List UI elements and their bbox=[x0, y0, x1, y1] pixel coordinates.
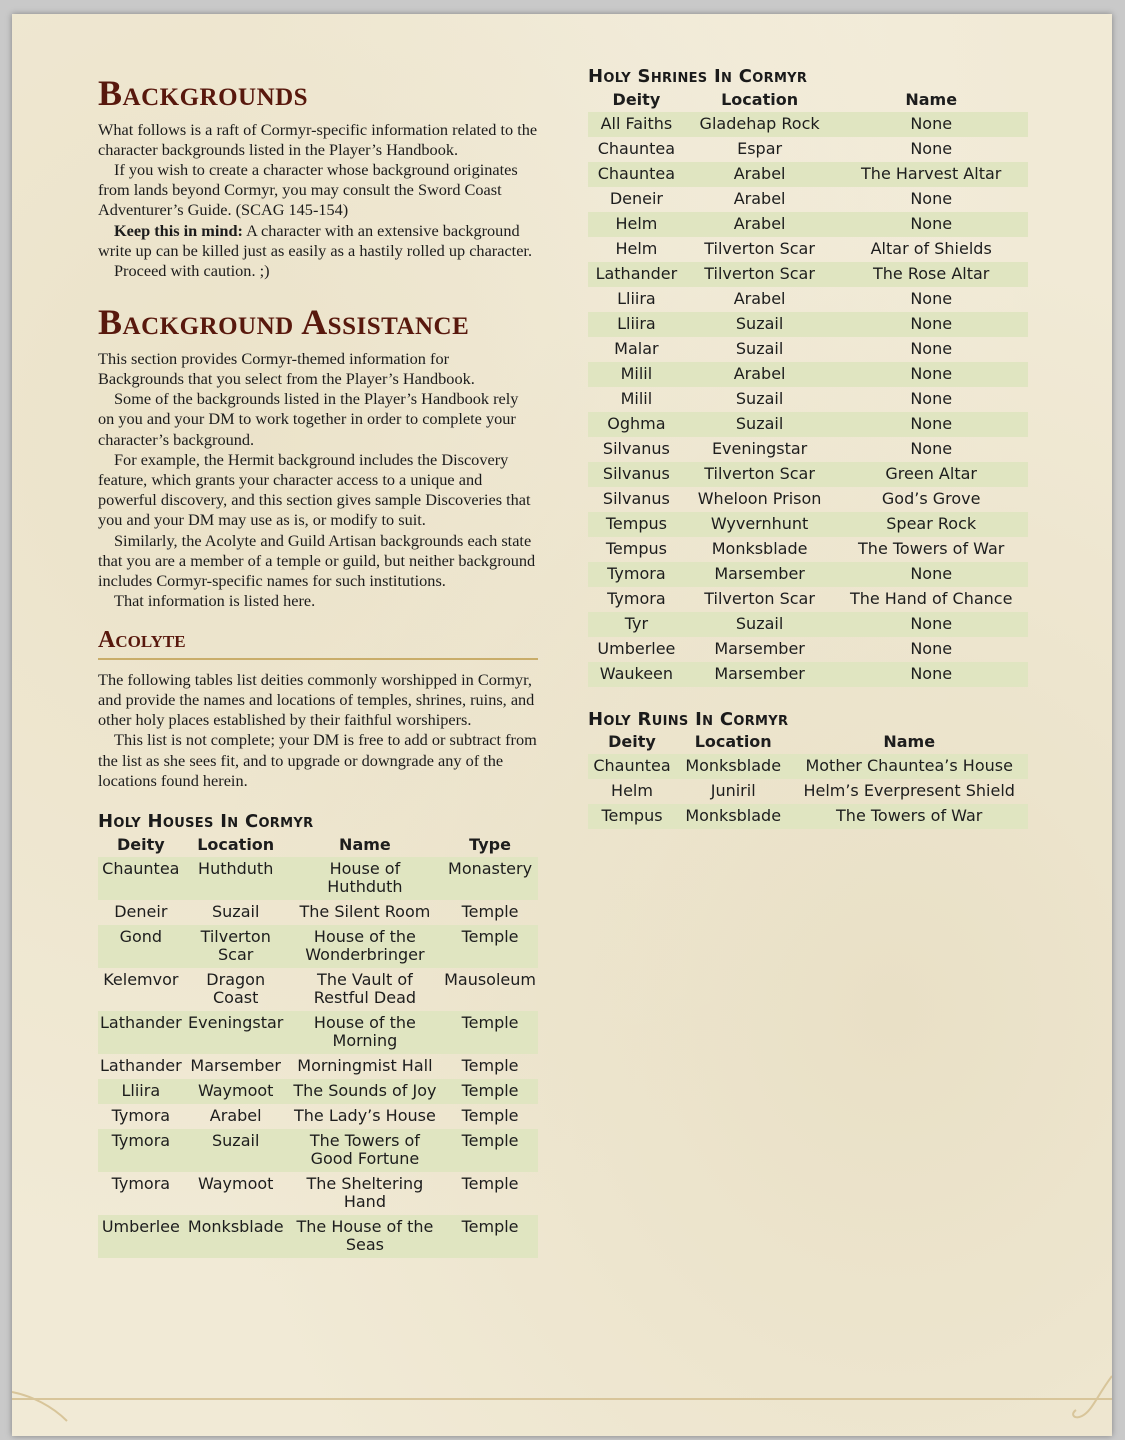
table-cell: None bbox=[910, 438, 953, 458]
footer-ornament-left bbox=[12, 1366, 72, 1426]
table-cell: Chauntea bbox=[98, 857, 184, 900]
table-row bbox=[98, 1104, 538, 1129]
table-cell: Deneir bbox=[609, 188, 663, 208]
holy-ruins-heading: Holy Ruins In Cormyr bbox=[588, 708, 789, 730]
table-cell: Helm bbox=[615, 238, 658, 258]
assistance-paragraph-4: Similarly, the Acolyte and Guild Artisan backgrounds each state that you are a member of a temple or guild, but neither background includes Cormyr-specific names for such institutions. bbox=[98, 530, 536, 591]
acolyte-heading: Acolyte bbox=[98, 627, 186, 654]
table-cell: Waymoot bbox=[197, 1173, 274, 1193]
table-cell: The Harvest Altar bbox=[834, 162, 1028, 187]
table-row bbox=[588, 412, 1028, 437]
table-cell: Temple bbox=[461, 901, 519, 921]
table-cell: The Lady’s House bbox=[293, 1105, 436, 1125]
backgrounds-paragraph-2: If you wish to create a character whose background originates from lands beyond Cormyr, you may consult the Sword Coast Adventurer’s Guide. (SCAG 145-154) bbox=[98, 160, 518, 220]
table-cell: None bbox=[910, 388, 953, 408]
holy-shrines-heading: Holy Shrines In Cormyr bbox=[588, 66, 808, 87]
table-row bbox=[588, 462, 1028, 487]
assistance-paragraph-3: For example, the Hermit background includes the Discovery feature, which grants your character access to a unique and powerful discovery, and this section gives sample Discoveries that you and your DM may use as is, or modify to suit. bbox=[98, 449, 531, 530]
table-cell: None bbox=[834, 612, 1028, 637]
footer-ornament-right bbox=[1052, 1366, 1112, 1426]
column-header: Deity bbox=[612, 89, 661, 109]
table-cell: House of the Wonderbringer bbox=[288, 925, 442, 968]
table-row bbox=[588, 237, 1028, 262]
holy-shrines-table bbox=[588, 88, 1028, 687]
table-cell: The Sheltering Hand bbox=[306, 1173, 424, 1211]
acolyte-paragraph-1: The following tables list deities commonly worshipped in Cormyr, and provide the names and locations of temples, shrines, ruins, and other holy places established by their faithful worshipers. bbox=[98, 669, 535, 730]
table-cell: Tymora bbox=[111, 1173, 171, 1193]
table-row bbox=[588, 337, 1028, 362]
table-row bbox=[98, 857, 538, 900]
column-header: Name bbox=[883, 732, 936, 752]
table-cell: Chauntea bbox=[588, 754, 676, 779]
table-cell: Temple bbox=[442, 925, 538, 968]
table-cell: Tyr bbox=[588, 612, 685, 637]
table-cell: Helm’s Everpresent Shield bbox=[803, 781, 1015, 801]
table-cell: Arabel bbox=[209, 1105, 262, 1125]
table-row bbox=[588, 187, 1028, 212]
table-row bbox=[98, 1129, 538, 1172]
table-cell: Tilverton Scar bbox=[704, 238, 815, 258]
table-cell: The Sounds of Joy bbox=[288, 1079, 442, 1104]
table-cell: Monksblade bbox=[676, 754, 790, 779]
table-row bbox=[98, 900, 538, 925]
table-row bbox=[98, 1172, 538, 1215]
backgrounds-paragraph-1: What follows is a raft of Cormyr-specific information related to the character backgrounds listed in the Player’s Handbook. bbox=[98, 119, 538, 159]
table-cell: Tymora bbox=[588, 562, 685, 587]
column-header: Deity bbox=[116, 834, 165, 854]
table-cell: Huthduth bbox=[184, 857, 288, 900]
table-cell: Eveningstar bbox=[711, 438, 808, 458]
table-row bbox=[588, 562, 1028, 587]
table-cell: The Towers of War bbox=[790, 804, 1028, 829]
table-row bbox=[588, 112, 1028, 137]
table-cell: Arabel bbox=[685, 162, 835, 187]
table-cell: Tymora bbox=[607, 588, 666, 608]
table-cell: Spear Rock bbox=[834, 512, 1028, 537]
table-cell: Arabel bbox=[733, 288, 786, 308]
table-cell: Monksblade bbox=[184, 1215, 288, 1258]
table-row bbox=[588, 287, 1028, 312]
table-cell: None bbox=[910, 638, 953, 658]
table-row bbox=[98, 1011, 538, 1054]
table-cell: Suzail bbox=[685, 312, 835, 337]
table-cell: Suzail bbox=[685, 412, 835, 437]
table-cell: Tilverton Scar bbox=[184, 925, 288, 968]
document-page bbox=[12, 14, 1112, 1436]
keep-in-mind-label: Keep this in mind: bbox=[114, 220, 243, 240]
table-cell: Temple bbox=[442, 1011, 538, 1054]
table-cell: Silvanus bbox=[588, 462, 685, 487]
table-cell: Tilverton Scar bbox=[685, 262, 835, 287]
table-cell: The Rose Altar bbox=[834, 262, 1028, 287]
table-cell: The Silent Room bbox=[299, 901, 431, 921]
holy-houses-table bbox=[98, 833, 538, 1258]
table-row bbox=[588, 437, 1028, 462]
table-row bbox=[588, 779, 1028, 804]
table-cell: All Faiths bbox=[588, 112, 685, 137]
table-cell: Temple bbox=[461, 1105, 519, 1125]
table-row bbox=[588, 662, 1028, 687]
table-cell: Helm bbox=[588, 212, 685, 237]
backgrounds-closing: Proceed with caution. ;) bbox=[114, 261, 270, 281]
table-header-row bbox=[588, 730, 1028, 754]
table-cell: Dragon Coast bbox=[206, 969, 266, 1007]
table-cell: Tempus bbox=[605, 538, 667, 558]
table-cell: None bbox=[834, 212, 1028, 237]
table-cell: Tymora bbox=[98, 1129, 184, 1172]
table-cell: God’s Grove bbox=[881, 488, 981, 508]
table-cell: Chauntea bbox=[588, 162, 685, 187]
background-assistance-heading: Background Assistance bbox=[98, 302, 470, 343]
acolyte-paragraph-2: This list is not complete; your DM is free to add or subtract from the list as she sees fit, and to upgrade or downgrade any of the locations found herein. bbox=[98, 730, 537, 790]
table-cell: Temple bbox=[442, 1215, 538, 1258]
table-cell: Morningmist Hall bbox=[297, 1055, 433, 1075]
table-row bbox=[98, 1215, 538, 1258]
table-cell: Deneir bbox=[114, 901, 168, 921]
table-row bbox=[588, 312, 1028, 337]
table-cell: Temple bbox=[461, 1055, 519, 1075]
keep-in-mind-text: A character with an extensive background write up can be killed just as easily as a hastily rolled up character. bbox=[98, 220, 533, 260]
column-header: Location bbox=[197, 834, 275, 854]
table-cell: Tempus bbox=[588, 804, 676, 829]
holy-houses-heading: Holy Houses In Cormyr bbox=[98, 811, 314, 833]
table-cell: Monastery bbox=[442, 857, 538, 900]
table-cell: The Towers of Good Fortune bbox=[288, 1129, 442, 1172]
table-cell: Temple bbox=[442, 1079, 538, 1104]
table-cell: None bbox=[834, 562, 1028, 587]
table-cell: Gond bbox=[98, 925, 184, 968]
footer-rule bbox=[12, 1398, 1112, 1400]
column-header: Type bbox=[469, 834, 511, 854]
table-row bbox=[588, 587, 1028, 612]
holy-ruins-table bbox=[588, 730, 1028, 829]
table-cell: Silvanus bbox=[602, 438, 670, 458]
table-cell: Tymora bbox=[111, 1105, 171, 1125]
table-row bbox=[588, 362, 1028, 387]
table-cell: Lathander bbox=[98, 1011, 184, 1054]
column-header: Name bbox=[905, 89, 958, 109]
table-row bbox=[588, 804, 1028, 829]
table-cell: Malar bbox=[614, 338, 659, 358]
table-row bbox=[588, 262, 1028, 287]
table-cell: None bbox=[834, 662, 1028, 687]
table-cell: Marsember bbox=[190, 1055, 281, 1075]
table-cell: Tilverton Scar bbox=[704, 588, 815, 608]
table-cell: House of the Morning bbox=[288, 1011, 442, 1054]
table-row bbox=[98, 1079, 538, 1104]
table-cell: Suzail bbox=[735, 338, 784, 358]
table-row bbox=[588, 512, 1028, 537]
table-cell: Umberlee bbox=[98, 1215, 184, 1258]
table-cell: Suzail bbox=[212, 901, 260, 921]
table-cell: Silvanus bbox=[602, 488, 670, 508]
table-cell: Suzail bbox=[184, 1129, 288, 1172]
table-cell: Arabel bbox=[733, 188, 786, 208]
table-row bbox=[98, 968, 538, 1011]
table-cell: Wyvernhunt bbox=[685, 512, 835, 537]
table-cell: Lathander bbox=[588, 262, 685, 287]
table-cell: None bbox=[834, 112, 1028, 137]
table-row bbox=[588, 754, 1028, 779]
table-cell: Lathander bbox=[100, 1055, 182, 1075]
table-cell: Helm bbox=[611, 781, 653, 801]
left-column bbox=[98, 74, 538, 1258]
table-header-row bbox=[588, 88, 1028, 112]
column-header: Name bbox=[339, 834, 391, 854]
table-cell: Waymoot bbox=[184, 1079, 288, 1104]
table-cell: Milil bbox=[620, 388, 653, 408]
keep-in-mind-paragraph bbox=[98, 221, 538, 261]
table-cell: Suzail bbox=[685, 612, 835, 637]
table-cell: Lliira bbox=[617, 288, 656, 308]
table-cell: The Vault of Restful Dead bbox=[313, 969, 417, 1007]
table-header-row bbox=[98, 833, 538, 857]
assistance-paragraph-2: Some of the backgrounds listed in the Player’s Handbook rely on you and your DM to work together in order to complete your character’s background. bbox=[98, 389, 519, 449]
table-cell: Chauntea bbox=[597, 138, 676, 158]
right-column bbox=[588, 66, 1028, 829]
table-cell: Arabel bbox=[685, 212, 835, 237]
table-cell: Juniril bbox=[710, 781, 756, 801]
table-row bbox=[588, 137, 1028, 162]
table-row bbox=[588, 212, 1028, 237]
table-cell: The Hand of Chance bbox=[849, 588, 1013, 608]
table-cell: Mausoleum bbox=[444, 969, 536, 989]
table-cell: Mother Chauntea’s House bbox=[790, 754, 1028, 779]
table-row bbox=[588, 637, 1028, 662]
table-row bbox=[588, 612, 1028, 637]
table-cell: Temple bbox=[442, 1129, 538, 1172]
table-cell: None bbox=[910, 188, 953, 208]
table-cell: None bbox=[910, 138, 953, 158]
table-cell: Umberlee bbox=[597, 638, 676, 658]
table-cell: Suzail bbox=[735, 388, 784, 408]
table-cell: Temple bbox=[461, 1173, 519, 1193]
assistance-paragraph-5: That information is listed here. bbox=[114, 591, 316, 611]
table-row bbox=[588, 487, 1028, 512]
table-cell: Arabel bbox=[685, 362, 835, 387]
table-cell: None bbox=[834, 312, 1028, 337]
table-cell: None bbox=[910, 338, 953, 358]
table-cell: House of Huthduth bbox=[288, 857, 442, 900]
table-cell: None bbox=[834, 362, 1028, 387]
table-cell: Wheloon Prison bbox=[697, 488, 822, 508]
column-header: Location bbox=[694, 732, 772, 752]
table-cell: None bbox=[834, 412, 1028, 437]
column-header: Deity bbox=[608, 732, 656, 752]
table-cell: The House of the Seas bbox=[288, 1215, 442, 1258]
table-row bbox=[588, 387, 1028, 412]
table-cell: Marsember bbox=[714, 638, 805, 658]
table-cell: Kelemvor bbox=[103, 969, 179, 989]
column-header: Location bbox=[721, 89, 799, 109]
table-cell: Monksblade bbox=[676, 804, 790, 829]
table-cell: Marsember bbox=[685, 662, 835, 687]
table-row bbox=[98, 1054, 538, 1079]
table-cell: Marsember bbox=[685, 562, 835, 587]
table-cell: Monksblade bbox=[711, 538, 808, 558]
table-cell: Espar bbox=[737, 138, 783, 158]
table-cell: None bbox=[910, 288, 953, 308]
acolyte-heading-rule bbox=[98, 658, 538, 660]
table-cell: Milil bbox=[588, 362, 685, 387]
table-row bbox=[98, 925, 538, 968]
table-cell: Tilverton Scar bbox=[685, 462, 835, 487]
backgrounds-heading: Backgrounds bbox=[98, 73, 309, 113]
table-cell: Altar of Shields bbox=[870, 238, 992, 258]
table-row bbox=[588, 162, 1028, 187]
table-cell: Green Altar bbox=[834, 462, 1028, 487]
table-cell: Lliira bbox=[588, 312, 685, 337]
table-cell: Lliira bbox=[98, 1079, 184, 1104]
table-cell: Eveningstar bbox=[184, 1011, 288, 1054]
table-cell: Oghma bbox=[588, 412, 685, 437]
assistance-paragraph-1: This section provides Cormyr-themed information for Backgrounds that you select from the Player’s Handbook. bbox=[98, 348, 475, 389]
table-cell: Waukeen bbox=[588, 662, 685, 687]
table-cell: Tempus bbox=[588, 512, 685, 537]
table-cell: Gladehap Rock bbox=[685, 112, 835, 137]
table-cell: The Towers of War bbox=[858, 538, 1005, 558]
table-row bbox=[588, 537, 1028, 562]
